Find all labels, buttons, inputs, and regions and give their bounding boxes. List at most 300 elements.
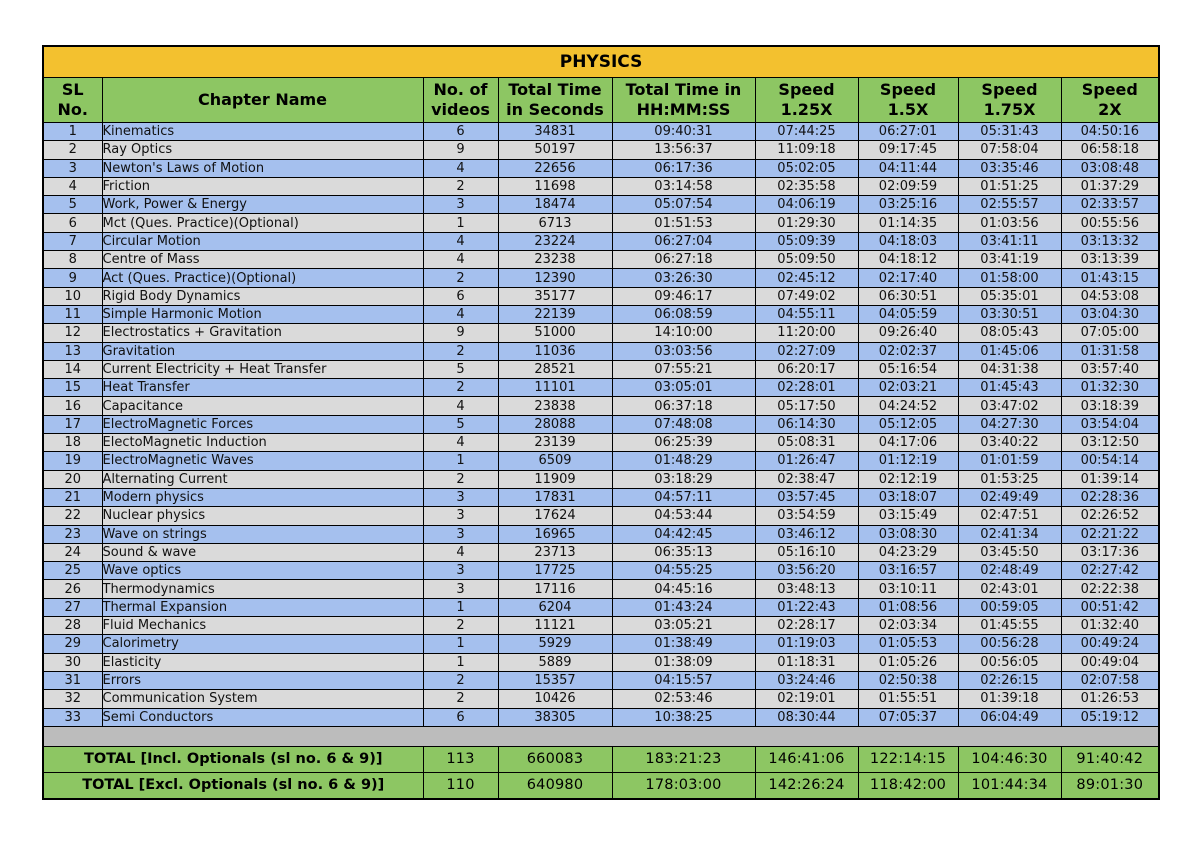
speed-2-cell: 02:21:22 xyxy=(1061,525,1159,543)
header-speed-125: Speed 1.25X xyxy=(755,78,858,123)
speed-15-cell: 04:18:03 xyxy=(858,232,958,250)
videos-cell: 1 xyxy=(423,452,498,470)
speed-2-cell: 07:05:00 xyxy=(1061,324,1159,342)
hhmmss-cell: 06:25:39 xyxy=(612,434,755,452)
speed-175-cell: 02:47:51 xyxy=(958,507,1061,525)
speed-125-cell: 03:54:59 xyxy=(755,507,858,525)
speed-175-cell: 03:30:51 xyxy=(958,305,1061,323)
hhmmss-cell: 02:53:46 xyxy=(612,690,755,708)
table-title: PHYSICS xyxy=(43,46,1159,78)
speed-125-cell: 11:09:18 xyxy=(755,141,858,159)
speed-125-cell: 03:24:46 xyxy=(755,671,858,689)
speed-175-cell: 02:48:49 xyxy=(958,562,1061,580)
seconds-cell: 16965 xyxy=(498,525,612,543)
table-row xyxy=(43,232,1159,250)
seconds-cell: 17725 xyxy=(498,562,612,580)
speed-2-cell: 03:54:04 xyxy=(1061,415,1159,433)
sl-cell: 7 xyxy=(43,232,102,250)
chapter-name-cell: Nuclear physics xyxy=(102,507,423,525)
speed-175-cell: 08:05:43 xyxy=(958,324,1061,342)
seconds-cell: 34831 xyxy=(498,123,612,141)
hhmmss-cell: 04:42:45 xyxy=(612,525,755,543)
speed-15-cell: 02:50:38 xyxy=(858,671,958,689)
speed-15-cell: 03:25:16 xyxy=(858,196,958,214)
speed-175-cell: 03:47:02 xyxy=(958,397,1061,415)
speed-2-cell: 01:32:30 xyxy=(1061,379,1159,397)
speed-125-cell: 01:18:31 xyxy=(755,653,858,671)
speed-2-cell: 03:12:50 xyxy=(1061,434,1159,452)
table-row xyxy=(43,342,1159,360)
total-speed-125: 146:41:06 xyxy=(755,746,858,772)
total-incl-optionals-row xyxy=(43,746,1159,772)
chapter-name-cell: Kinematics xyxy=(102,123,423,141)
chapter-name-cell: Heat Transfer xyxy=(102,379,423,397)
videos-cell: 3 xyxy=(423,580,498,598)
chapter-name-cell: Modern physics xyxy=(102,488,423,506)
chapter-rows xyxy=(43,123,1159,727)
sl-cell: 20 xyxy=(43,470,102,488)
speed-125-cell: 02:38:47 xyxy=(755,470,858,488)
speed-175-cell: 03:41:19 xyxy=(958,251,1061,269)
seconds-cell: 6509 xyxy=(498,452,612,470)
videos-cell: 2 xyxy=(423,470,498,488)
hhmmss-cell: 01:38:49 xyxy=(612,635,755,653)
speed-2-cell: 02:26:52 xyxy=(1061,507,1159,525)
table-row xyxy=(43,269,1159,287)
speed-2-cell: 00:54:14 xyxy=(1061,452,1159,470)
speed-2-cell: 05:19:12 xyxy=(1061,708,1159,726)
sl-cell: 14 xyxy=(43,360,102,378)
table-row xyxy=(43,434,1159,452)
speed-15-cell: 01:14:35 xyxy=(858,214,958,232)
speed-175-cell: 00:59:05 xyxy=(958,598,1061,616)
speed-2-cell: 03:13:32 xyxy=(1061,232,1159,250)
speed-15-cell: 02:09:59 xyxy=(858,177,958,195)
speed-175-cell: 02:43:01 xyxy=(958,580,1061,598)
table-row xyxy=(43,360,1159,378)
videos-cell: 3 xyxy=(423,562,498,580)
speed-15-cell: 01:05:26 xyxy=(858,653,958,671)
videos-cell: 4 xyxy=(423,159,498,177)
chapter-name-cell: Mct (Ques. Practice)(Optional) xyxy=(102,214,423,232)
videos-cell: 4 xyxy=(423,434,498,452)
speed-175-cell: 01:39:18 xyxy=(958,690,1061,708)
sl-cell: 30 xyxy=(43,653,102,671)
speed-175-cell: 01:51:25 xyxy=(958,177,1061,195)
speed-15-cell: 04:18:12 xyxy=(858,251,958,269)
videos-cell: 3 xyxy=(423,488,498,506)
speed-2-cell: 02:27:42 xyxy=(1061,562,1159,580)
table-row xyxy=(43,470,1159,488)
seconds-cell: 23713 xyxy=(498,543,612,561)
seconds-cell: 6204 xyxy=(498,598,612,616)
seconds-cell: 18474 xyxy=(498,196,612,214)
sl-cell: 17 xyxy=(43,415,102,433)
speed-2-cell: 00:51:42 xyxy=(1061,598,1159,616)
speed-2-cell: 01:31:58 xyxy=(1061,342,1159,360)
table-row xyxy=(43,159,1159,177)
total-videos: 110 xyxy=(423,772,498,799)
videos-cell: 4 xyxy=(423,305,498,323)
hhmmss-cell: 04:55:25 xyxy=(612,562,755,580)
speed-15-cell: 01:08:56 xyxy=(858,598,958,616)
chapter-name-cell: Ray Optics xyxy=(102,141,423,159)
sl-cell: 25 xyxy=(43,562,102,580)
speed-125-cell: 08:30:44 xyxy=(755,708,858,726)
total-rows xyxy=(43,726,1159,799)
table-row xyxy=(43,598,1159,616)
sl-cell: 24 xyxy=(43,543,102,561)
speed-125-cell: 03:56:20 xyxy=(755,562,858,580)
speed-15-cell: 03:10:11 xyxy=(858,580,958,598)
speed-125-cell: 05:09:50 xyxy=(755,251,858,269)
speed-15-cell: 06:27:01 xyxy=(858,123,958,141)
sl-cell: 13 xyxy=(43,342,102,360)
hhmmss-cell: 09:40:31 xyxy=(612,123,755,141)
chapter-name-cell: Centre of Mass xyxy=(102,251,423,269)
sl-cell: 32 xyxy=(43,690,102,708)
hhmmss-cell: 03:03:56 xyxy=(612,342,755,360)
speed-125-cell: 07:49:02 xyxy=(755,287,858,305)
videos-cell: 2 xyxy=(423,342,498,360)
sl-cell: 8 xyxy=(43,251,102,269)
speed-125-cell: 02:27:09 xyxy=(755,342,858,360)
speed-15-cell: 02:03:34 xyxy=(858,617,958,635)
seconds-cell: 28088 xyxy=(498,415,612,433)
videos-cell: 2 xyxy=(423,177,498,195)
speed-15-cell: 05:16:54 xyxy=(858,360,958,378)
speed-175-cell: 01:03:56 xyxy=(958,214,1061,232)
speed-175-cell: 04:27:30 xyxy=(958,415,1061,433)
speed-15-cell: 01:12:19 xyxy=(858,452,958,470)
speed-175-cell: 02:41:34 xyxy=(958,525,1061,543)
header-chapter-name: Chapter Name xyxy=(102,78,423,123)
hhmmss-cell: 07:55:21 xyxy=(612,360,755,378)
speed-125-cell: 04:55:11 xyxy=(755,305,858,323)
speed-175-cell: 02:49:49 xyxy=(958,488,1061,506)
table-row xyxy=(43,214,1159,232)
seconds-cell: 5889 xyxy=(498,653,612,671)
speed-15-cell: 01:05:53 xyxy=(858,635,958,653)
hhmmss-cell: 01:51:53 xyxy=(612,214,755,232)
hhmmss-cell: 01:43:24 xyxy=(612,598,755,616)
sl-cell: 33 xyxy=(43,708,102,726)
speed-2-cell: 03:08:48 xyxy=(1061,159,1159,177)
table-row xyxy=(43,543,1159,561)
speed-2-cell: 04:53:08 xyxy=(1061,287,1159,305)
total-speed-175: 104:46:30 xyxy=(958,746,1061,772)
speed-15-cell: 06:30:51 xyxy=(858,287,958,305)
sl-cell: 2 xyxy=(43,141,102,159)
sl-cell: 4 xyxy=(43,177,102,195)
speed-15-cell: 02:02:37 xyxy=(858,342,958,360)
table-row xyxy=(43,690,1159,708)
sl-cell: 22 xyxy=(43,507,102,525)
speed-2-cell: 01:43:15 xyxy=(1061,269,1159,287)
seconds-cell: 11036 xyxy=(498,342,612,360)
total-label: TOTAL [Incl. Optionals (sl no. 6 & 9)] xyxy=(43,746,423,772)
speed-125-cell: 02:35:58 xyxy=(755,177,858,195)
chapter-name-cell: Communication System xyxy=(102,690,423,708)
table-row xyxy=(43,141,1159,159)
hhmmss-cell: 03:14:58 xyxy=(612,177,755,195)
speed-125-cell: 02:28:01 xyxy=(755,379,858,397)
sl-cell: 1 xyxy=(43,123,102,141)
seconds-cell: 10426 xyxy=(498,690,612,708)
table-row xyxy=(43,562,1159,580)
speed-2-cell: 03:57:40 xyxy=(1061,360,1159,378)
speed-175-cell: 03:40:22 xyxy=(958,434,1061,452)
total-speed-175: 101:44:34 xyxy=(958,772,1061,799)
speed-2-cell: 03:17:36 xyxy=(1061,543,1159,561)
chapter-name-cell: Circular Motion xyxy=(102,232,423,250)
chapter-name-cell: Semi Conductors xyxy=(102,708,423,726)
table-row xyxy=(43,123,1159,141)
speed-125-cell: 05:17:50 xyxy=(755,397,858,415)
seconds-cell: 50197 xyxy=(498,141,612,159)
total-speed-125: 142:26:24 xyxy=(755,772,858,799)
table-row xyxy=(43,580,1159,598)
chapter-name-cell: Work, Power & Energy xyxy=(102,196,423,214)
hhmmss-cell: 06:27:18 xyxy=(612,251,755,269)
speed-15-cell: 02:12:19 xyxy=(858,470,958,488)
speed-125-cell: 01:26:47 xyxy=(755,452,858,470)
speed-175-cell: 00:56:05 xyxy=(958,653,1061,671)
chapter-name-cell: Rigid Body Dynamics xyxy=(102,287,423,305)
seconds-cell: 11121 xyxy=(498,617,612,635)
speed-175-cell: 02:55:57 xyxy=(958,196,1061,214)
table-row xyxy=(43,379,1159,397)
speed-175-cell: 01:53:25 xyxy=(958,470,1061,488)
hhmmss-cell: 06:35:13 xyxy=(612,543,755,561)
speed-15-cell: 02:17:40 xyxy=(858,269,958,287)
sl-cell: 15 xyxy=(43,379,102,397)
speed-2-cell: 02:07:58 xyxy=(1061,671,1159,689)
speed-175-cell: 03:35:46 xyxy=(958,159,1061,177)
seconds-cell: 17624 xyxy=(498,507,612,525)
speed-175-cell: 01:58:00 xyxy=(958,269,1061,287)
table-row xyxy=(43,671,1159,689)
hhmmss-cell: 13:56:37 xyxy=(612,141,755,159)
header-speed-15: Speed 1.5X xyxy=(858,78,958,123)
speed-2-cell: 01:39:14 xyxy=(1061,470,1159,488)
chapter-name-cell: Alternating Current xyxy=(102,470,423,488)
speed-15-cell: 03:08:30 xyxy=(858,525,958,543)
videos-cell: 1 xyxy=(423,598,498,616)
hhmmss-cell: 03:05:01 xyxy=(612,379,755,397)
speed-2-cell: 06:58:18 xyxy=(1061,141,1159,159)
chapter-name-cell: Current Electricity + Heat Transfer xyxy=(102,360,423,378)
hhmmss-cell: 05:07:54 xyxy=(612,196,755,214)
seconds-cell: 5929 xyxy=(498,635,612,653)
sl-cell: 9 xyxy=(43,269,102,287)
table-row xyxy=(43,507,1159,525)
total-hhmmss: 183:21:23 xyxy=(612,746,755,772)
hhmmss-cell: 03:18:29 xyxy=(612,470,755,488)
videos-cell: 1 xyxy=(423,214,498,232)
sl-cell: 27 xyxy=(43,598,102,616)
speed-125-cell: 01:29:30 xyxy=(755,214,858,232)
hhmmss-cell: 03:26:30 xyxy=(612,269,755,287)
speed-2-cell: 00:55:56 xyxy=(1061,214,1159,232)
seconds-cell: 38305 xyxy=(498,708,612,726)
hhmmss-cell: 07:48:08 xyxy=(612,415,755,433)
table-row xyxy=(43,635,1159,653)
speed-175-cell: 04:31:38 xyxy=(958,360,1061,378)
seconds-cell: 22656 xyxy=(498,159,612,177)
videos-cell: 9 xyxy=(423,324,498,342)
sl-cell: 29 xyxy=(43,635,102,653)
videos-cell: 1 xyxy=(423,635,498,653)
table-row xyxy=(43,287,1159,305)
seconds-cell: 15357 xyxy=(498,671,612,689)
chapter-name-cell: Wave optics xyxy=(102,562,423,580)
videos-cell: 2 xyxy=(423,269,498,287)
speed-15-cell: 02:03:21 xyxy=(858,379,958,397)
chapter-name-cell: Errors xyxy=(102,671,423,689)
videos-cell: 5 xyxy=(423,360,498,378)
speed-125-cell: 05:02:05 xyxy=(755,159,858,177)
hhmmss-cell: 04:15:57 xyxy=(612,671,755,689)
total-excl-optionals-row xyxy=(43,772,1159,799)
sl-cell: 23 xyxy=(43,525,102,543)
speed-15-cell: 03:16:57 xyxy=(858,562,958,580)
seconds-cell: 17116 xyxy=(498,580,612,598)
total-speed-15: 122:14:15 xyxy=(858,746,958,772)
table-row xyxy=(43,305,1159,323)
total-seconds: 660083 xyxy=(498,746,612,772)
seconds-cell: 22139 xyxy=(498,305,612,323)
total-speed-2: 89:01:30 xyxy=(1061,772,1159,799)
chapter-name-cell: ElectoMagnetic Induction xyxy=(102,434,423,452)
speed-125-cell: 03:48:13 xyxy=(755,580,858,598)
chapter-name-cell: Gravitation xyxy=(102,342,423,360)
sl-cell: 16 xyxy=(43,397,102,415)
speed-125-cell: 04:06:19 xyxy=(755,196,858,214)
physics-table xyxy=(42,45,1160,800)
seconds-cell: 23139 xyxy=(498,434,612,452)
chapter-name-cell: Sound & wave xyxy=(102,543,423,561)
table-row xyxy=(43,653,1159,671)
speed-2-cell: 03:04:30 xyxy=(1061,305,1159,323)
hhmmss-cell: 01:38:09 xyxy=(612,653,755,671)
speed-125-cell: 05:16:10 xyxy=(755,543,858,561)
videos-cell: 2 xyxy=(423,671,498,689)
header-speed-175: Speed 1.75X xyxy=(958,78,1061,123)
sl-cell: 11 xyxy=(43,305,102,323)
speed-175-cell: 01:01:59 xyxy=(958,452,1061,470)
speed-125-cell: 07:44:25 xyxy=(755,123,858,141)
videos-cell: 6 xyxy=(423,123,498,141)
spacer-row xyxy=(43,726,1159,746)
speed-175-cell: 01:45:06 xyxy=(958,342,1061,360)
chapter-name-cell: ElectroMagnetic Waves xyxy=(102,452,423,470)
speed-2-cell: 01:37:29 xyxy=(1061,177,1159,195)
seconds-cell: 11101 xyxy=(498,379,612,397)
header-total-seconds: Total Time in Seconds xyxy=(498,78,612,123)
table-row xyxy=(43,617,1159,635)
speed-15-cell: 07:05:37 xyxy=(858,708,958,726)
seconds-cell: 28521 xyxy=(498,360,612,378)
speed-2-cell: 02:28:36 xyxy=(1061,488,1159,506)
videos-cell: 2 xyxy=(423,379,498,397)
speed-125-cell: 06:14:30 xyxy=(755,415,858,433)
table-row xyxy=(43,488,1159,506)
speed-15-cell: 09:17:45 xyxy=(858,141,958,159)
videos-cell: 5 xyxy=(423,415,498,433)
sl-cell: 28 xyxy=(43,617,102,635)
speed-15-cell: 04:23:29 xyxy=(858,543,958,561)
chapter-name-cell: Wave on strings xyxy=(102,525,423,543)
chapter-name-cell: Thermal Expansion xyxy=(102,598,423,616)
videos-cell: 4 xyxy=(423,543,498,561)
speed-2-cell: 03:18:39 xyxy=(1061,397,1159,415)
speed-2-cell: 01:32:40 xyxy=(1061,617,1159,635)
videos-cell: 4 xyxy=(423,251,498,269)
table-row xyxy=(43,452,1159,470)
videos-cell: 2 xyxy=(423,690,498,708)
sl-cell: 12 xyxy=(43,324,102,342)
table-row xyxy=(43,415,1159,433)
videos-cell: 3 xyxy=(423,525,498,543)
sl-cell: 21 xyxy=(43,488,102,506)
speed-175-cell: 03:45:50 xyxy=(958,543,1061,561)
seconds-cell: 23238 xyxy=(498,251,612,269)
speed-175-cell: 00:56:28 xyxy=(958,635,1061,653)
speed-15-cell: 05:12:05 xyxy=(858,415,958,433)
hhmmss-cell: 04:53:44 xyxy=(612,507,755,525)
speed-15-cell: 03:18:07 xyxy=(858,488,958,506)
speed-175-cell: 06:04:49 xyxy=(958,708,1061,726)
speed-125-cell: 11:20:00 xyxy=(755,324,858,342)
videos-cell: 6 xyxy=(423,708,498,726)
table-row xyxy=(43,525,1159,543)
speed-125-cell: 01:22:43 xyxy=(755,598,858,616)
speed-175-cell: 02:26:15 xyxy=(958,671,1061,689)
videos-cell: 2 xyxy=(423,617,498,635)
speed-125-cell: 03:46:12 xyxy=(755,525,858,543)
speed-2-cell: 00:49:24 xyxy=(1061,635,1159,653)
speed-15-cell: 04:24:52 xyxy=(858,397,958,415)
speed-2-cell: 02:22:38 xyxy=(1061,580,1159,598)
seconds-cell: 11909 xyxy=(498,470,612,488)
hhmmss-cell: 01:48:29 xyxy=(612,452,755,470)
total-label: TOTAL [Excl. Optionals (sl no. 6 & 9)] xyxy=(43,772,423,799)
speed-175-cell: 07:58:04 xyxy=(958,141,1061,159)
chapter-name-cell: Calorimetry xyxy=(102,635,423,653)
seconds-cell: 23838 xyxy=(498,397,612,415)
hhmmss-cell: 06:08:59 xyxy=(612,305,755,323)
total-videos: 113 xyxy=(423,746,498,772)
speed-15-cell: 04:17:06 xyxy=(858,434,958,452)
seconds-cell: 17831 xyxy=(498,488,612,506)
hhmmss-cell: 04:57:11 xyxy=(612,488,755,506)
videos-cell: 3 xyxy=(423,507,498,525)
videos-cell: 4 xyxy=(423,232,498,250)
speed-125-cell: 02:19:01 xyxy=(755,690,858,708)
header-no-of-videos: No. of videos xyxy=(423,78,498,123)
speed-125-cell: 05:08:31 xyxy=(755,434,858,452)
speed-15-cell: 01:55:51 xyxy=(858,690,958,708)
chapter-name-cell: Friction xyxy=(102,177,423,195)
speed-125-cell: 01:19:03 xyxy=(755,635,858,653)
total-seconds: 640980 xyxy=(498,772,612,799)
speed-15-cell: 09:26:40 xyxy=(858,324,958,342)
chapter-name-cell: Elasticity xyxy=(102,653,423,671)
chapter-name-cell: Electrostatics + Gravitation xyxy=(102,324,423,342)
speed-15-cell: 03:15:49 xyxy=(858,507,958,525)
seconds-cell: 6713 xyxy=(498,214,612,232)
